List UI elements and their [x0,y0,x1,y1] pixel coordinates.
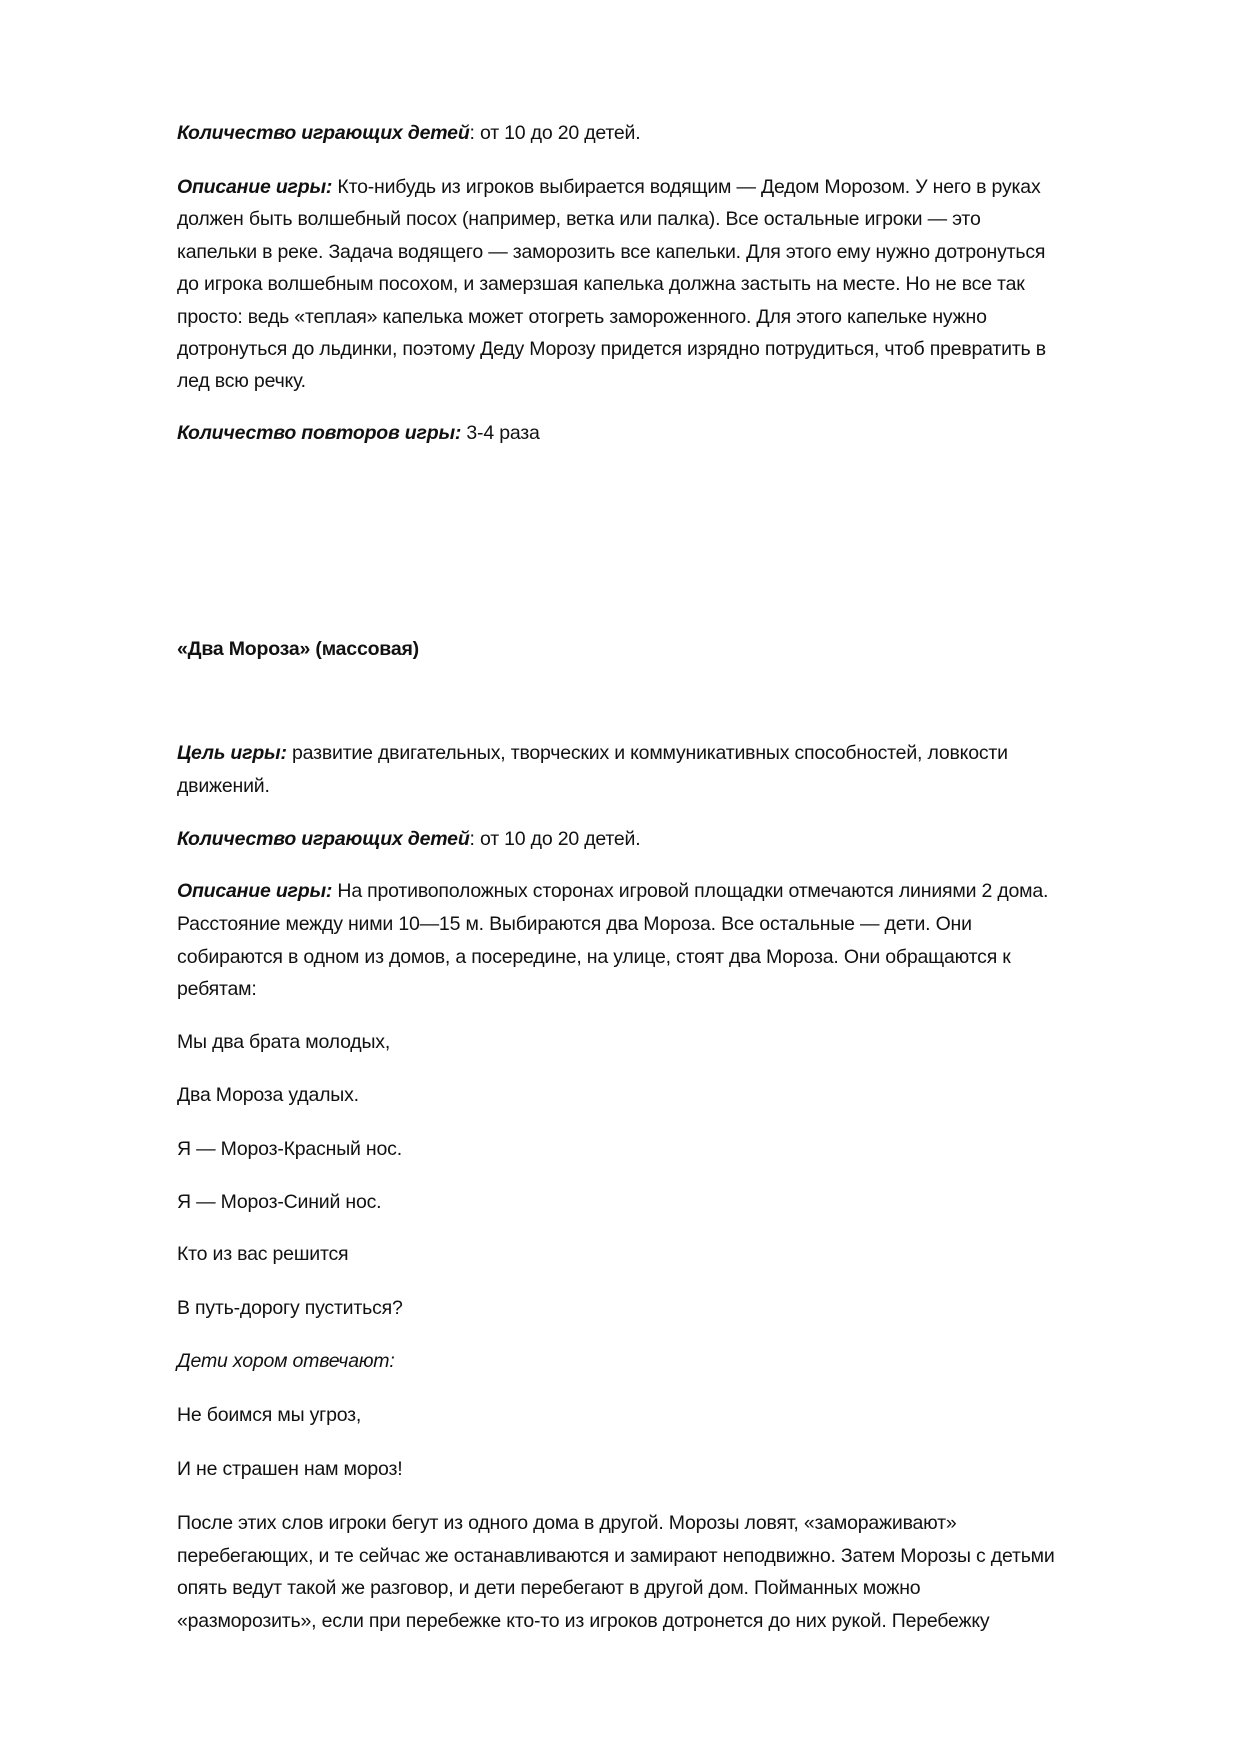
game-goal-line [177,741,1008,765]
paragraph-text: Расстояние между ними 10—15 м. Выбираются два Мороза. Все остальные — дети. Они [177,913,972,935]
paragraph-text: На противоположных сторонах игровой площадки отмечаются линиями 2 дома. [332,880,1049,902]
paragraph-text: просто: ведь «теплая» капелька может отогреть замороженного. Для этого капельке нужно [177,306,987,328]
game-description-line [177,175,1041,199]
paragraph-text: : от 10 до 20 детей. [469,828,641,850]
game-description-line [177,272,1025,296]
game-description-line [177,912,972,936]
verse-line-line [177,1457,402,1481]
game-title-line [177,637,419,661]
verse-line-line [177,1083,359,1107]
paragraph-text: движений. [177,775,270,797]
paragraph-text: «разморозить», если при перебежке кто-то из игроков дотронется до них рукой. Перебежку [177,1610,990,1632]
paragraph-text: Я — Мороз-Красный нос. [177,1138,402,1160]
verse-line-line [177,1137,402,1161]
game-rules-line [177,1544,1055,1568]
paragraph-text: Я — Мороз-Синий нос. [177,1191,382,1213]
verse-line-line [177,1242,348,1266]
game-rules-line [177,1609,989,1633]
verse-line-line [177,1190,381,1214]
game-rules-line [177,1576,920,1600]
paragraph-text: : от 10 до 20 детей. [469,122,641,144]
paragraph-text: лед всю речку. [177,370,306,392]
paragraph-text: Мы два брата молодых, [177,1031,391,1053]
field-label: Количество повторов игры: [177,422,462,444]
field-label: Описание игры: [177,176,333,198]
game-description-line [177,305,987,329]
paragraph-text: Дети хором отвечают: [177,1350,395,1372]
paragraph-text: И не страшен нам мороз! [177,1458,403,1480]
paragraph-text: ребятам: [177,978,257,1000]
game-goal-line [177,774,270,798]
game-description-line [177,879,1048,903]
game-description-line [177,240,1045,264]
paragraph-text: развитие двигательных, творческих и коммуникативных способностей, ловкости [286,742,1008,764]
verse-line-line [177,1030,390,1054]
game-rules-line [177,1511,957,1535]
paragraph-text: дотронуться до льдинки, поэтому Деду Морозу придется изрядно потрудиться, чтоб превратить в [177,338,1046,360]
paragraph-text: После этих слов игроки бегут из одного дома в другой. Морозы ловят, «замораживают» [177,1512,957,1534]
game-description-line [177,977,257,1001]
paragraph-text: собираются в одном из домов, а посередине, на улице, стоят два Мороза. Они обращаются к [177,946,1011,968]
game-description-line [177,207,981,231]
field-label: Цель игры: [177,742,287,764]
paragraph-text: Кто из вас решится [177,1243,349,1265]
paragraph-text: капельки в реке. Задача водящего — заморозить все капельки. Для этого ему нужно дотронуться [177,241,1046,263]
paragraph-text: 3-4 раза [461,422,540,444]
field-label: Описание игры: [177,880,333,902]
game-description-line [177,369,306,393]
players-count-line [177,121,640,145]
paragraph-text: до игрока волшебным посохом, и замерзшая капелька должна застыть на месте. Но не все так [177,273,1025,295]
paragraph-text: В путь-дорогу пуститься? [177,1297,403,1319]
paragraph-text: опять ведут такой же разговор, и дети перебегают в другой дом. Пойманных можно [177,1577,921,1599]
paragraph-text: Не боимся мы угроз, [177,1404,362,1426]
field-label: Количество играющих детей [177,828,470,850]
verse-line-line [177,1403,361,1427]
paragraph-text: «Два Мороза» (массовая) [177,638,419,660]
paragraph-text: перебегающих, и те сейчас же останавливаются и замирают неподвижно. Затем Морозы с детьми [177,1545,1055,1567]
paragraph-text: должен быть волшебный посох (например, ветка или палка). Все остальные игроки — это [177,208,981,230]
stage-direction-line [177,1349,395,1373]
verse-line-line [177,1296,403,1320]
paragraph-text: Кто-нибудь из игроков выбирается водящим — Дедом Морозом. У него в руках [332,176,1041,198]
game-description-line [177,337,1046,361]
game-description-line [177,945,1011,969]
field-label: Количество играющих детей [177,122,470,144]
repeat-count-line [177,421,540,445]
paragraph-text: Два Мороза удалых. [177,1084,359,1106]
players-count-line [177,827,640,851]
